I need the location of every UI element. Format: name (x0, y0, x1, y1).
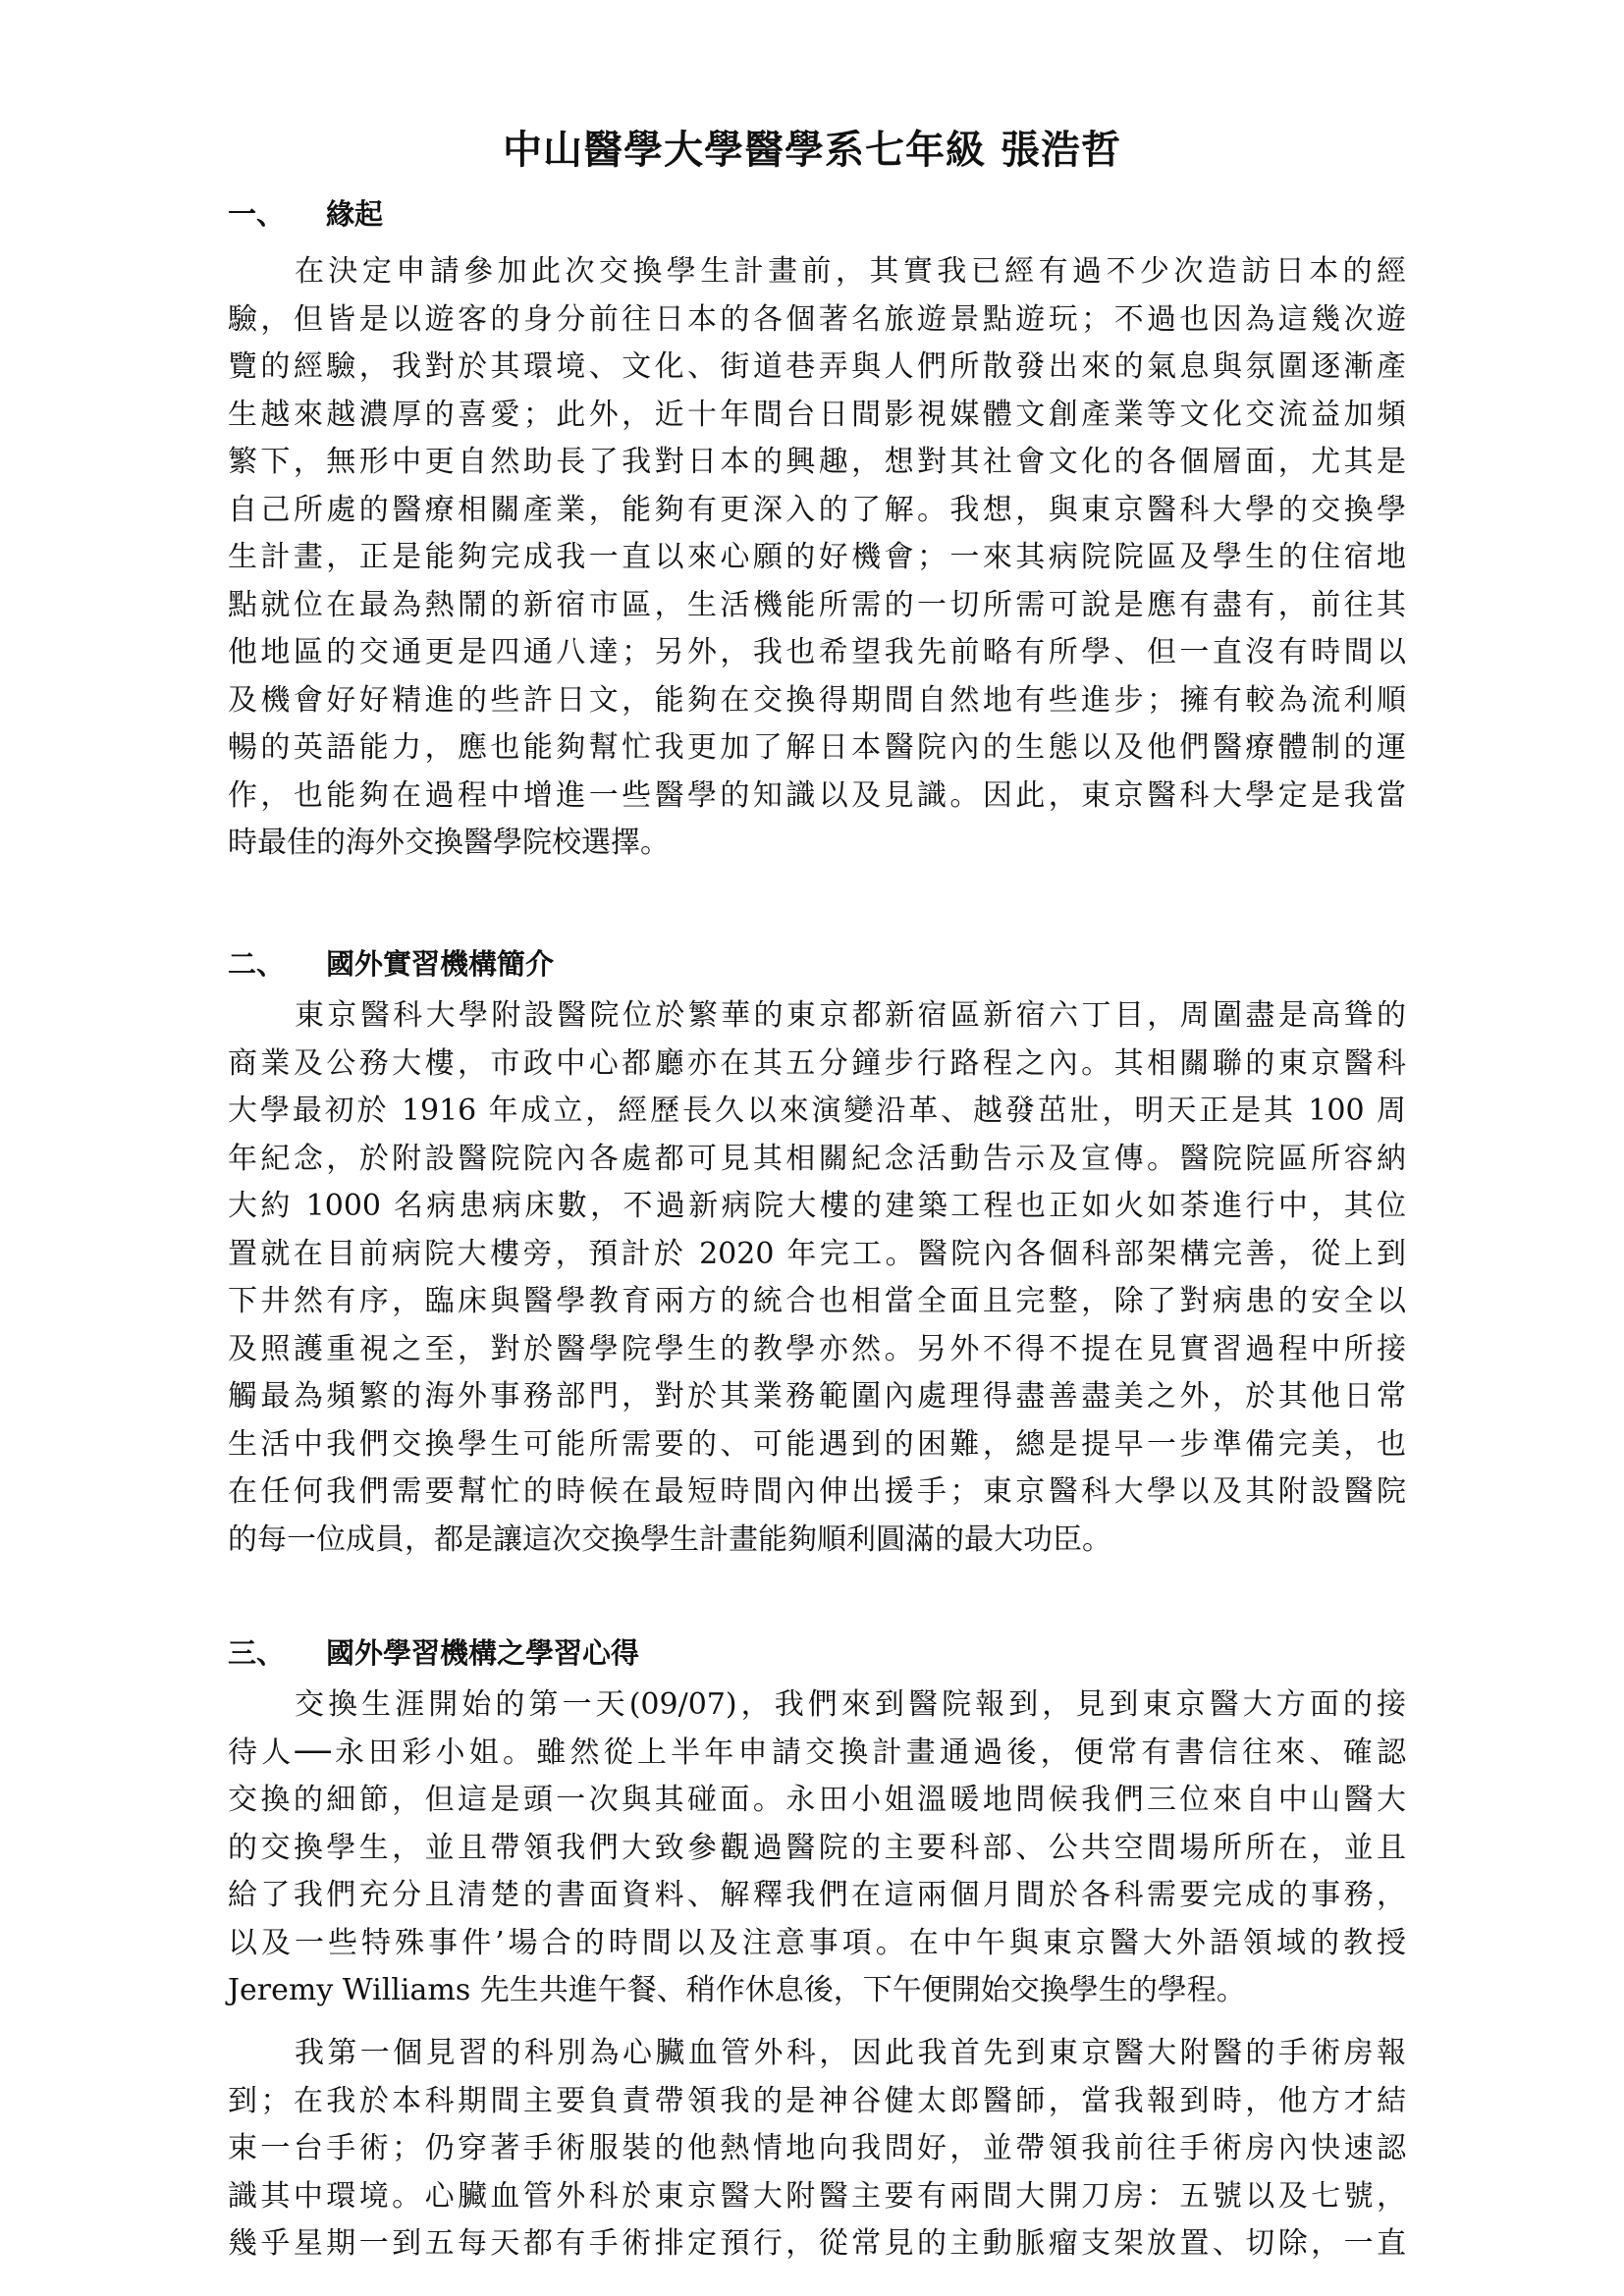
text-line: 繁下，無形中更自然助長了我對日本的興趣，想對其社會文化的各個層面，尤其是 (228, 445, 1406, 479)
text-line: 生計畫，正是能夠完成我一直以來心願的好機會；一來其病院院區及學生的住宿地 (228, 540, 1406, 574)
section-title: 緣起 (326, 197, 384, 231)
text-line: 暢的英語能力，應也能夠幫忙我更加了解日本醫院內的生態以及他們醫療體制的運 (228, 730, 1406, 765)
text-line: 在任何我們需要幫忙的時候在最短時間內伸出援手；東京醫科大學以及其附設醫院 (228, 1474, 1406, 1509)
text-line: 到；在我於本科期間主要負責帶領我的是神谷健太郎醫師，當我報到時，他方才結 (228, 2083, 1406, 2118)
text-line: 生活中我們交換學生可能所需要的、可能遇到的困難，總是提早一步準備完美，也 (228, 1426, 1406, 1462)
text-line: 及照護重視之至，對於醫學院學生的教學亦然。另外不得不提在見實習過程中所接 (228, 1331, 1406, 1366)
text-line: 束一台手術；仍穿著手術服裝的他熱情地向我問好，並帶領我前往手術房內快速認 (228, 2131, 1406, 2165)
section-heading (228, 944, 554, 984)
text-line: 的交換學生，並且帶領我們大致參觀過醫院的主要科部、公共空間場所所在，並且 (228, 1830, 1406, 1865)
text-line: 的每一位成員，都是讓這次交換學生計畫能夠順利圓滿的最大功臣。 (228, 1522, 1111, 1557)
section-heading (228, 1633, 639, 1673)
paragraph (228, 992, 1406, 1564)
text-line: 驗，但皆是以遊客的身分前往日本的各個著名旅遊景點遊玩；不過也因為這幾次遊 (228, 301, 1406, 337)
text-line: 以及一些特殊事件’場合的時間以及注意事項。在中午與東京醫大外語領域的教授 (228, 1925, 1406, 1960)
text-line: 他地區的交通更是四通八達；另外，我也希望我先前略有所學、但一直沒有時間以 (228, 635, 1406, 669)
text-line: 我第一個見習的科別為心臟血管外科，因此我首先到東京醫大附醫的手術房報 (295, 2036, 1406, 2070)
section-title: 國外學習機構之學習心得 (326, 1636, 640, 1670)
section-number: 三、 (228, 1636, 286, 1670)
text-line: 在決定申請參加此次交換學生計畫前，其實我已經有過不少次造訪日本的經 (295, 254, 1406, 289)
text-line: 商業及公務大樓，市政中心都廳亦在其五分鐘步行路程之內。其相關聯的東京醫科 (228, 1045, 1406, 1081)
paragraph (228, 248, 1406, 868)
text-line: 置就在目前病院大樓旁，預計於 2020 年完工。醫院內各個科部架構完善，從上到 (228, 1236, 1406, 1271)
section-number: 二、 (228, 947, 286, 981)
text-line: 大約 1000 名病患病床數，不過新病院大樓的建築工程也正如火如荼進行中，其位 (228, 1189, 1406, 1223)
text-line: 點就位在最為熱鬧的新宿市區，生活機能所需的一切所需可說是應有盡有，前往其 (228, 587, 1406, 622)
text-line: 及機會好好精進的些許日文，能夠在交換得期間自然地有些進步；擁有較為流利順 (228, 682, 1406, 718)
text-line: 幾乎星期一到五每天都有手術排定預行，從常見的主動脈瘤支架放置、切除，一直 (228, 2226, 1406, 2261)
text-line: 東京醫科大學附設醫院位於繁華的東京都新宿區新宿六丁目，周圍盡是高聳的 (295, 998, 1406, 1033)
text-line: 觸最為頻繁的海外事務部門，對於其業務範圍內處理得盡善盡美之外，於其他日常 (228, 1379, 1406, 1414)
text-line: 給了我們充分且清楚的書面資料、解釋我們在這兩個月間於各科需要完成的事務， (228, 1878, 1406, 1912)
text-line: 生越來越濃厚的喜愛；此外，近十年間台日間影視媒體文創產業等文化交流益加頻 (228, 397, 1406, 432)
text-line: 交換的細節，但這是頭一次與其碰面。永田小姐溫暖地問候我們三位來自中山醫大 (228, 1783, 1406, 1817)
text-line: 覽的經驗，我對於其環境、文化、街道巷弄與人們所散發出來的氣息與氛圍逐漸產 (228, 349, 1406, 384)
paragraph (228, 1682, 1406, 2015)
section-number: 一、 (228, 197, 286, 231)
section-title: 國外實習機構簡介 (326, 947, 555, 981)
text-line: 作，也能夠在過程中增進一些醫學的知識以及見識。因此，東京醫科大學定是我當 (228, 777, 1406, 813)
text-line: 下井然有序，臨床與醫學教育兩方的統合也相當全面且完整，除了對病患的安全以 (228, 1284, 1406, 1318)
text-line: 年紀念，於附設醫院院內各處都可見其相關紀念活動告示及宣傳。醫院院區所容納 (228, 1141, 1406, 1176)
text-line: 交換生涯開始的第一天(09/07)，我們來到醫院報到，見到東京醫大方面的接 (295, 1687, 1406, 1722)
paragraph (228, 2030, 1406, 2269)
section-heading (228, 194, 383, 234)
text-line: 識其中環境。心臟血管外科於東京醫大附醫主要有兩間大開刀房：五號以及七號， (228, 2178, 1406, 2214)
text-line: 待人──永田彩小姐。雖然從上半年申請交換計畫通過後，便常有書信往來、確認 (228, 1735, 1406, 1770)
document-title: 中山醫學大學醫學系七年級 張浩哲 (503, 127, 1121, 173)
text-line: 自己所處的醫療相關產業，能夠有更深入的了解。我想，與東京醫科大學的交換學 (228, 492, 1406, 527)
text-line: 時最佳的海外交換醫學院校選擇。 (228, 826, 670, 860)
text-line: 大學最初於 1916 年成立，經歷長久以來演變沿革、越發茁壯，明天正是其 100 周 (228, 1094, 1406, 1128)
text-line: Jeremy Williams 先生共進午餐、稍作休息後，下午便開始交換學生的學程。 (228, 1973, 1246, 2007)
